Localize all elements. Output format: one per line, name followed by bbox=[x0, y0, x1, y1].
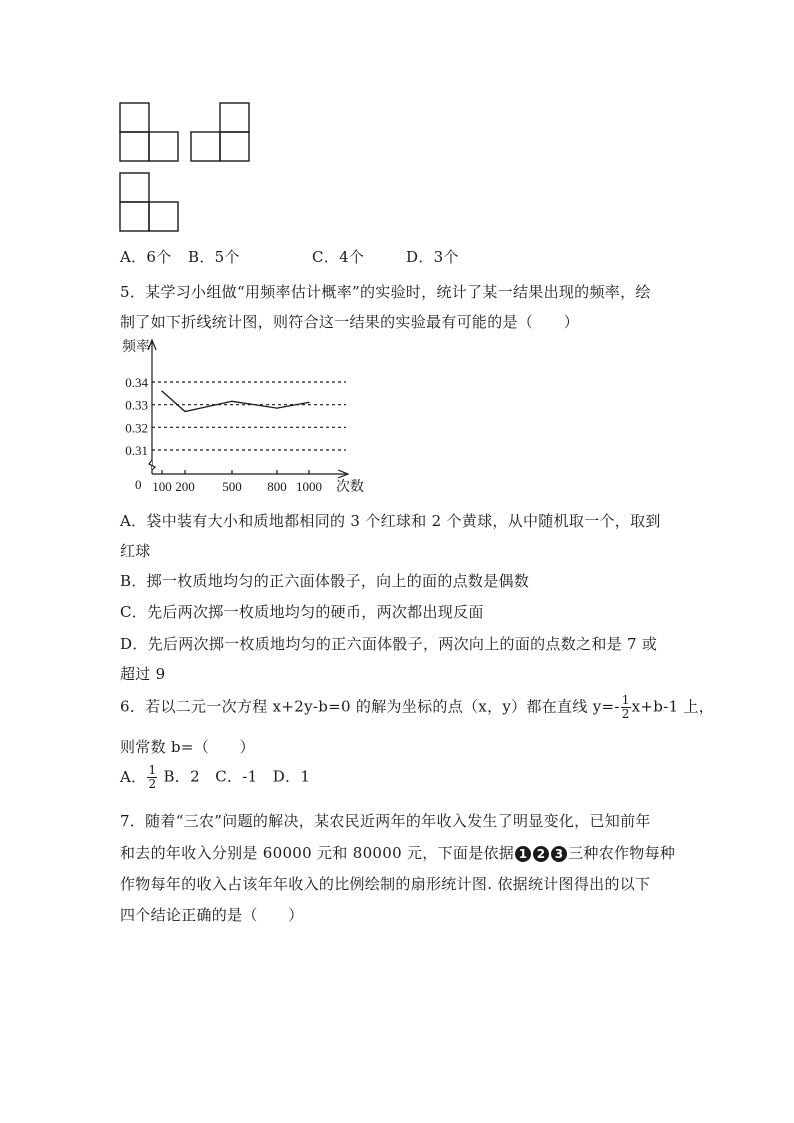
q5-option-b[interactable]: B．掷一枚质地均匀的正六面体骰子，向上的面的点数是偶数 bbox=[120, 572, 530, 590]
q6-frac-den: 2 bbox=[621, 707, 630, 721]
axis-break bbox=[149, 460, 155, 470]
q5-option-a-line2: 红球 bbox=[120, 542, 151, 560]
q7-line2 bbox=[120, 842, 675, 863]
q6-options bbox=[120, 764, 310, 791]
q6-stem-pre: 6．若以二元一次方程 x+2y-b=0 的解为坐标的点（x，y）都在直线 y=- bbox=[120, 697, 620, 716]
circled-number-3: 3 bbox=[551, 846, 567, 862]
x-tick-label: 500 bbox=[222, 479, 242, 494]
figure-2-cell bbox=[191, 132, 220, 161]
x-tick-label: 1000 bbox=[296, 479, 322, 494]
block-figures bbox=[118, 100, 258, 236]
q7-line3: 作物每年的收入占该年年收入的比例绘制的扇形统计图. 依据统计图得出的以下 bbox=[120, 875, 651, 893]
figure-3-cell bbox=[120, 173, 149, 202]
q5-option-c[interactable]: C．先后两次掷一枚质地均匀的硬币，两次都出现反面 bbox=[120, 603, 484, 621]
x-axis-label: 次数 bbox=[336, 480, 364, 495]
q5-option-a-line1[interactable]: A．袋中装有大小和质地都相同的 3 个红球和 2 个黄球，从中随机取一个，取到 bbox=[120, 512, 661, 530]
data-point bbox=[184, 411, 185, 412]
y-tick-label: 0.34 bbox=[125, 375, 148, 390]
q4-option-a[interactable]: A．6个 bbox=[120, 248, 172, 266]
y-axis-label: 频率 bbox=[122, 340, 150, 355]
q6-option-a-num: 1 bbox=[148, 763, 157, 777]
figure-2-cell bbox=[220, 103, 249, 132]
q4-option-d[interactable]: D．3个 bbox=[406, 248, 459, 266]
data-point bbox=[161, 391, 162, 392]
q4-options bbox=[120, 246, 459, 267]
y-tick-label: 0.33 bbox=[125, 397, 148, 413]
figure-1-cell bbox=[120, 103, 149, 132]
circled-number-2: 2 bbox=[533, 846, 549, 862]
q5-stem-line1: 5．某学习小组做“用频率估计概率”的实验时，统计了某一结果出现的频率，绘 bbox=[120, 283, 651, 301]
q7-line4: 四个结论正确的是（ ） bbox=[120, 906, 304, 924]
q6-options-rest[interactable]: B．2 C．-1 D．1 bbox=[163, 767, 311, 786]
data-point bbox=[231, 401, 232, 402]
q7-line2-post: 三种农作物每种 bbox=[568, 844, 676, 862]
q7-line2-pre: 和去的年收入分别是 60000 元和 80000 元，下面是依据 bbox=[120, 844, 515, 862]
frequency-line-chart bbox=[110, 336, 380, 498]
y-tick-label: 0.31 bbox=[125, 443, 148, 458]
q4-option-c[interactable]: C．4个 bbox=[312, 248, 365, 266]
origin-label: 0 bbox=[135, 477, 142, 492]
q4-option-b[interactable]: B．5个 bbox=[188, 248, 240, 266]
q6-frac-num: 1 bbox=[621, 693, 630, 707]
circled-number-1: 1 bbox=[515, 846, 531, 862]
figure-1-cell bbox=[149, 132, 178, 161]
q6-fraction bbox=[621, 694, 631, 721]
figure-2-cell bbox=[220, 132, 249, 161]
frequency-series-line bbox=[162, 391, 309, 411]
q6-option-a-fraction bbox=[147, 764, 157, 791]
x-tick-label: 200 bbox=[175, 479, 195, 494]
q6-option-a[interactable] bbox=[120, 763, 158, 791]
q5-option-d-line1[interactable]: D．先后两次掷一枚质地均匀的正六面体骰子，两次向上的面的点数之和是 7 或 bbox=[120, 635, 658, 653]
data-point bbox=[276, 408, 277, 409]
q6-stem-line1 bbox=[120, 694, 714, 721]
q6-stem-post: x+b-1 上， bbox=[631, 697, 715, 716]
q5-stem-line2: 制了如下折线统计图，则符合这一结果的实验最有可能的是（ ） bbox=[120, 313, 580, 331]
figure-3-cell bbox=[120, 202, 149, 231]
data-point bbox=[308, 402, 309, 403]
q7-line1: 7．随着“三农”问题的解决，某农民近两年的年收入发生了明显变化，已知前年 bbox=[120, 812, 651, 830]
y-tick-label: 0.32 bbox=[125, 420, 148, 436]
figure-3-cell bbox=[149, 202, 178, 231]
x-tick-label: 800 bbox=[267, 479, 287, 494]
q6-option-a-prefix: A． bbox=[120, 767, 147, 786]
x-tick-label: 100 bbox=[152, 479, 172, 494]
q6-stem-line2: 则常数 b=（ ） bbox=[120, 738, 255, 756]
figure-1-cell bbox=[120, 132, 149, 161]
q5-option-d-line2: 超过 9 bbox=[120, 665, 166, 683]
q6-option-a-den: 2 bbox=[148, 777, 157, 791]
